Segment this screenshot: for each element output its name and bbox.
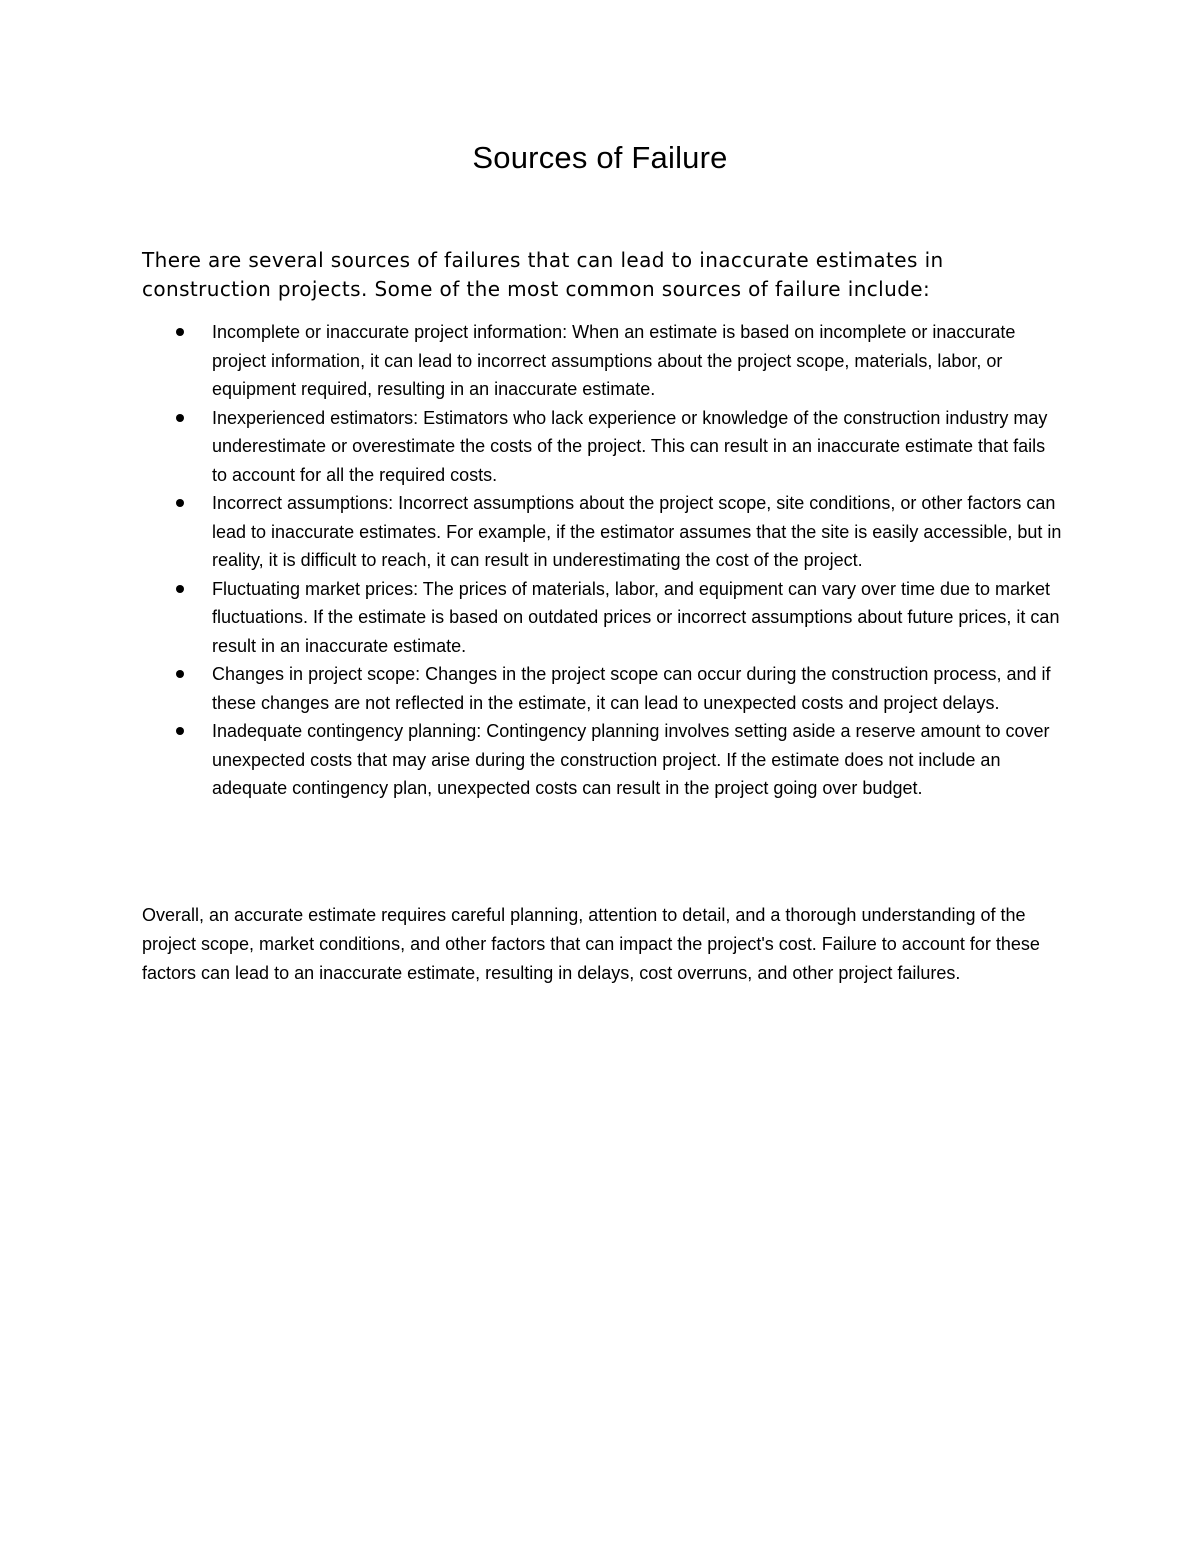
failure-sources-list [142, 318, 1062, 803]
list-item [142, 404, 1062, 490]
list-item-text: Inexperienced estimators: Estimators who lack experience or knowledge of the construction industry may underestimate or overestimate the costs of the project. This can result in an inaccurate estimate that fails to account for all the required costs. [212, 407, 1048, 485]
list-item [142, 660, 1062, 717]
intro-paragraph: There are several sources of failures that can lead to inaccurate estimates in construction projects. Some of the most common sources of failure include: [142, 248, 944, 301]
page-title: Sources of Failure [472, 140, 728, 175]
list-item [142, 575, 1062, 661]
list-item [142, 489, 1062, 575]
list-item-text: Fluctuating market prices: The prices of materials, labor, and equipment can vary over time due to market fluctuations. If the estimate is based on outdated prices or incorrect assumptions about future prices, it can result in an inaccurate estimate. [212, 578, 1060, 656]
list-item-text: Inadequate contingency planning: Contingency planning involves setting aside a reserve amount to cover unexpected costs that may arise during the construction project. If the estimate does not include an adequate contingency plan, unexpected costs can result in the project going over budget. [212, 721, 1050, 798]
list-item-text: Changes in project scope: Changes in the project scope can occur during the construction process, and if these changes are not reflected in the estimate, it can lead to unexpected costs and project delays. [212, 664, 1051, 713]
bullet-icon [176, 670, 184, 678]
bullet-icon [176, 414, 184, 422]
list-item-text: Incomplete or inaccurate project information: When an estimate is based on incomplete or inaccurate project information, it can lead to incorrect assumptions about the project scope, materials, labor, or equipment required, resulting in an inaccurate estimate. [212, 322, 1016, 399]
bullet-icon [176, 328, 184, 336]
bullet-icon [176, 727, 184, 735]
list-item [142, 717, 1062, 803]
bullet-icon [176, 499, 184, 507]
conclusion-paragraph: Overall, an accurate estimate requires careful planning, attention to detail, and a thorough understanding of the project scope, market conditions, and other factors that can impact the project's cost. Failure to account for these factors can lead to an inaccurate estimate, resulting in delays, cost overruns, and other project failures. [142, 905, 1040, 983]
bullet-icon [176, 585, 184, 593]
list-item [142, 318, 1062, 404]
list-item-text: Incorrect assumptions: Incorrect assumptions about the project scope, site conditions, or other factors can lead to inaccurate estimates. For example, if the estimator assumes that the site is easily accessible, but in reality, it is difficult to reach, it can result in underestimating the cost of the project. [212, 493, 1062, 570]
